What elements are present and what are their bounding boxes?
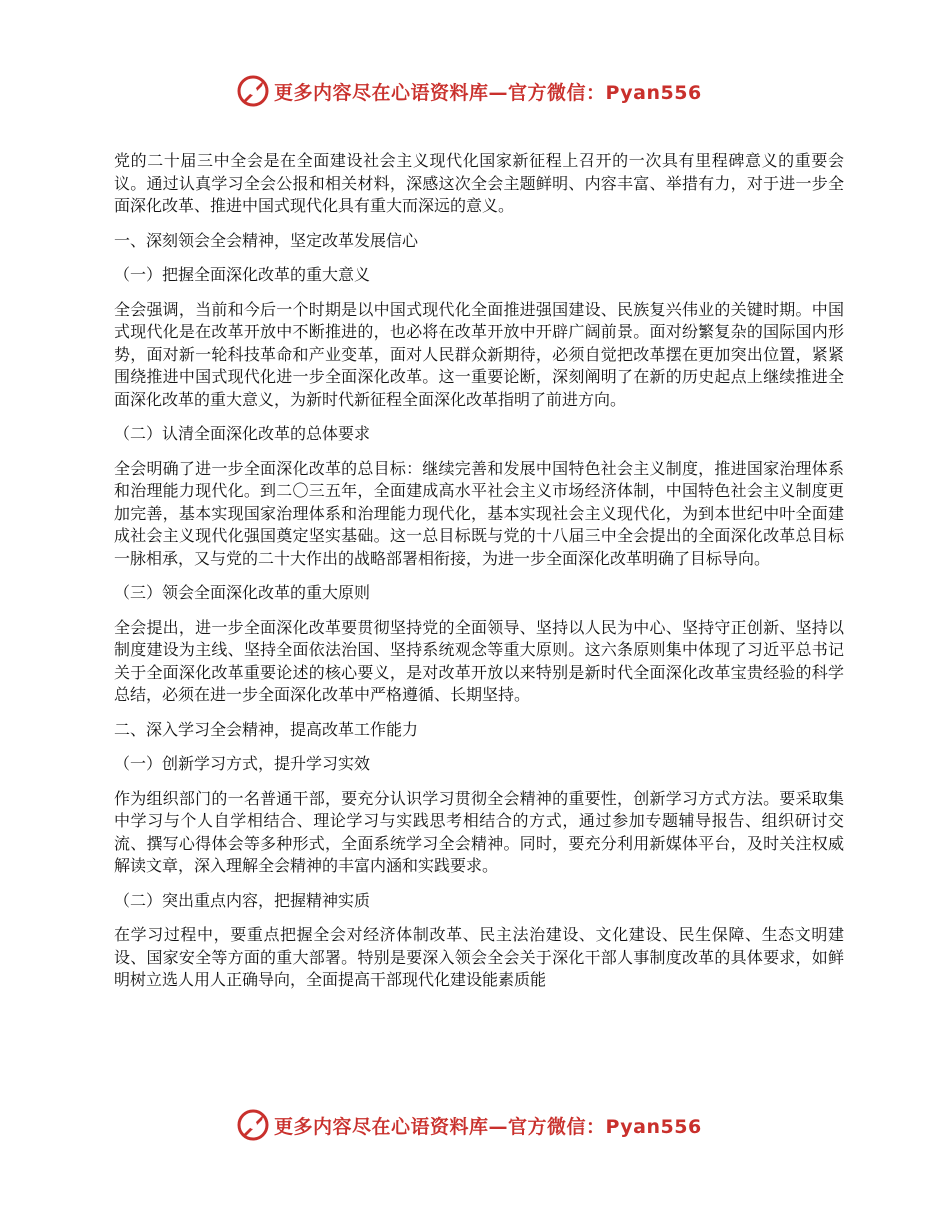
section-heading: （一）把握全面深化改革的重大意义 — [114, 265, 371, 284]
paragraph: 全会提出，进一步全面深化改革要贯彻坚持党的全面领导、坚持以人民为中心、坚持守正创新、坚持以制度建设为主线、坚持全面依法治国、坚持系统观念等重大原则。这六条原则集中体现了习近平总书记关于全面深化改革重要论述的核心要义，是对改革开放以来特别是新时代全面深化改革宝贵经验的科学总结，必须在进一步全面深化改革中严格遵循、长期坚持。 — [114, 617, 844, 704]
pen-logo-icon — [236, 74, 270, 108]
banner-text: 更多内容尽在心语资料库—官方微信：Pyan556 — [274, 81, 702, 104]
paragraph: 作为组织部门的一名普通干部，要充分认识学习贯彻全会精神的重要性，创新学习方式方法。要采取集中学习与个人自学相结合、理论学习与实践思考相结合的方式，通过参加专题辅导报告、组织研讨交流、撰写心得体会等多种形式，全面系统学习全会精神。同时，要充分利用新媒体平台，及时关注权威解读文章，深入理解全会精神的丰富内涵和实践要求。 — [114, 788, 844, 875]
section-heading: （一）创新学习方式，提升学习实效 — [114, 754, 371, 773]
section-heading: 一、深刻领会全会精神，坚定改革发展信心 — [114, 230, 419, 250]
banner-text: 更多内容尽在心语资料库—官方微信：Pyan556 — [274, 1115, 702, 1138]
paragraph: 在学习过程中，要重点把握全会对经济体制改革、民主法治建设、文化建设、民生保障、生态文明建设、国家安全等方面的重大部署。特别是要深入领会全会关于深化干部人事制度改革的具体要求，如鲜明树立选人用人正确导向，全面提高干部现代化建设能素质能 — [114, 925, 844, 989]
section-heading: （二）突出重点内容，把握精神实质 — [114, 890, 371, 910]
document-body — [114, 150, 844, 1004]
section-heading: （三）领会全面深化改革的重大原则 — [114, 583, 371, 602]
paragraph: 全会明确了进一步全面深化改革的总目标：继续完善和发展中国特色社会主义制度，推进国家治理体系和治理能力现代化。到二〇三五年，全面建成高水平社会主义市场经济体制，中国特色社会主义制度更加完善，基本实现国家治理体系和治理能力现代化，基本实现社会主义现代化，为到本世纪中叶全面建成社会主义现代化强国奠定坚实基础。这一总目标既与党的十八届三中全会提出的全面深化改革总目标一脉相承，又与党的二十大作出的战略部署相衔接，为进一步全面深化改革明确了目标导向。 — [114, 458, 844, 568]
header-banner — [236, 72, 702, 110]
section-heading: 二、深入学习全会精神，提高改革工作能力 — [114, 719, 419, 739]
footer-banner — [236, 1106, 702, 1144]
pen-logo-icon — [236, 1108, 270, 1142]
paragraph: 党的二十届三中全会是在全面建设社会主义现代化国家新征程上召开的一次具有里程碑意义的重要会议。通过认真学习全会公报和相关材料，深感这次全会主题鲜明、内容丰富、举措有力，对于进一步全面深化改革、推进中国式现代化具有重大而深远的意义。 — [114, 151, 844, 215]
section-heading: （二）认清全面深化改革的总体要求 — [114, 424, 371, 443]
paragraph: 全会强调，当前和今后一个时期是以中国式现代化全面推进强国建设、民族复兴伟业的关键时期。中国式现代化是在改革开放中不断推进的，也必将在改革开放中开辟广阔前景。面对纷繁复杂的国际国内形势，面对新一轮科技革命和产业变革，面对人民群众新期待，必须自觉把改革摆在更加突出位置，紧紧围绕推进中国式现代化进一步全面深化改革。这一重要论断，深刻阐明了在新的历史起点上继续推进全面深化改革的重大意义，为新时代新征程全面深化改革指明了前进方向。 — [114, 299, 844, 409]
